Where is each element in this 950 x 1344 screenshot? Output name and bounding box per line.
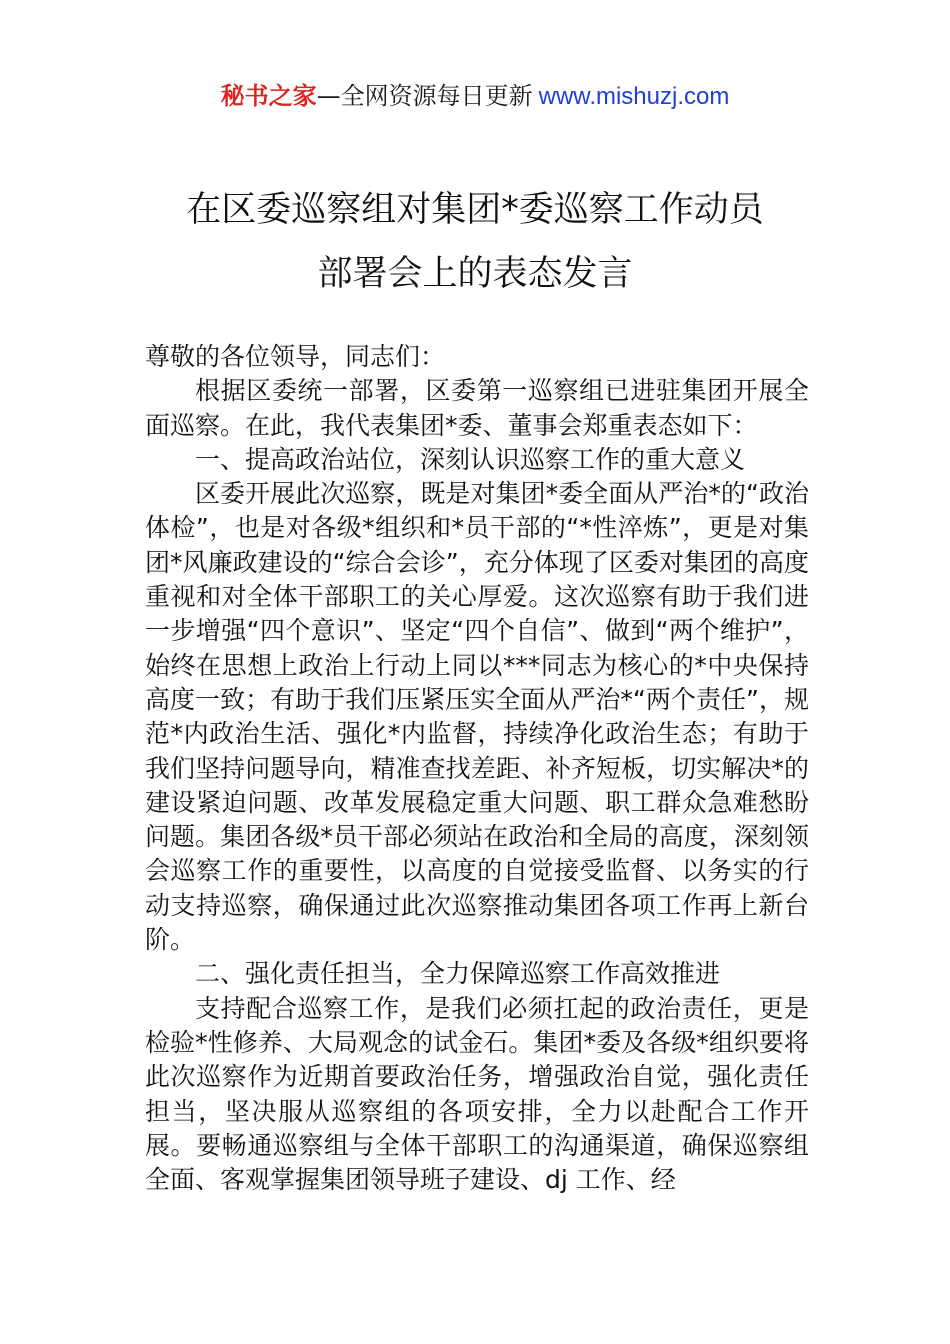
document-title	[0, 178, 950, 306]
document-body	[145, 340, 809, 1197]
paragraph-intro: 根据区委统一部署，区委第一巡察组已进驻集团开展全面巡察。在此，我代表集团*委、董事会郑重表态如下：	[145, 376, 809, 440]
paragraph-section-2: 支持配合巡察工作，是我们必须扛起的政治责任，更是检验*性修养、大局观念的试金石。集团*委及各级*组织要将此次巡察作为近期首要政治任务，增强政治自觉，强化责任担当，坚决服从巡察组的各项安排，全力以赴配合工作开展。要畅通巡察组与全体干部职工的沟通渠道，确保巡察组全面、客观掌握集团领导班子建设、dj 工作、经	[145, 993, 809, 1195]
site-header	[0, 80, 950, 113]
paragraph-section-1: 区委开展此次巡察，既是对集团*委全面从严治*的“政治体检”，也是对各级*组织和*员干部的“*性淬炼”，更是对集团*风廉政建设的“综合会诊”，充分体现了区委对集团的高度重视和对全体干部职工的关心厚爱。这次巡察有助于我们进一步增强“四个意识”、坚定“四个自信”、做到“两个维护”，始终在思想上政治上行动上同以***同志为核心的*中央保持高度一致；有助于我们压紧压实全面从严治*“两个责任”，规范*内政治生活、强化*内监督，持续净化政治生态；有助于我们坚持问题导向，精准查找差距、补齐短板，切实解决*的建设紧迫问题、改革发展稳定重大问题、职工群众急难愁盼问题。集团各级*员干部必须站在政治和全局的高度，深刻领会巡察工作的重要性，以高度的自觉接受监督、以务实的行动支持巡察，确保通过此次巡察推动集团各项工作再上新台阶。	[145, 479, 809, 955]
site-tagline: —全网资源每日更新	[316, 82, 533, 110]
document-title-line-2: 部署会上的表态发言	[317, 254, 633, 294]
section-heading-2: 二、强化责任担当，全力保障巡察工作高效推进	[195, 959, 721, 989]
document-title-line-1: 在区委巡察组对集团*委巡察工作动员	[186, 190, 764, 230]
site-brand: 秘书之家	[220, 82, 317, 110]
site-url-link[interactable]: www.mishuzj.com	[538, 83, 730, 110]
salutation: 尊敬的各位领导，同志们：	[145, 342, 446, 371]
section-heading-1: 一、提高政治站位，深刻认识巡察工作的重大意义	[195, 444, 746, 474]
